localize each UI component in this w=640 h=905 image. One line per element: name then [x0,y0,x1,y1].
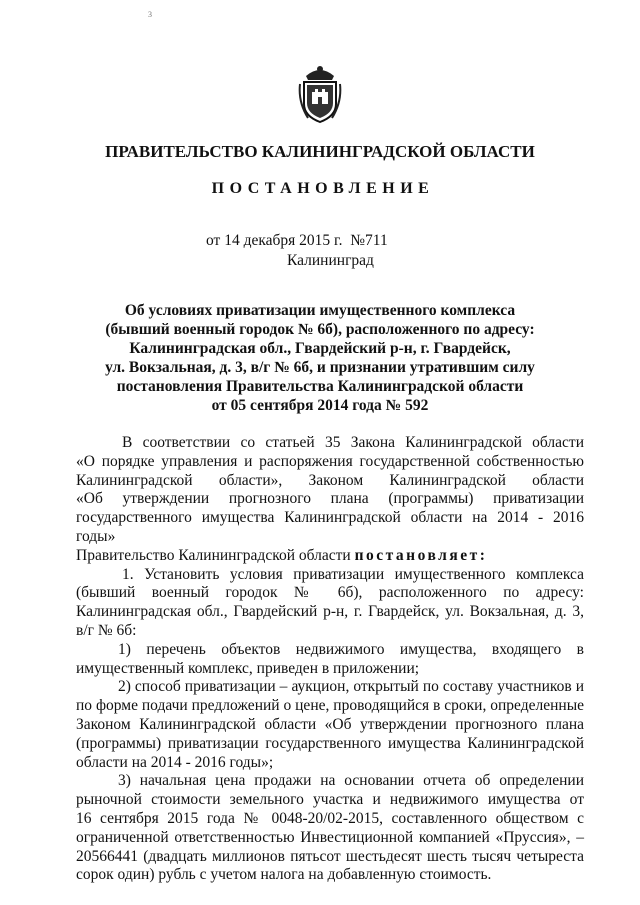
document-type: ПОСТАНОВЛЕНИЕ [211,180,435,197]
decree-line [76,547,584,566]
body-line: рыночной стоимости земельного участка и недвижимого имущества от [76,791,584,809]
decree-word: постановляет: [354,546,488,564]
body-line: в/г № 6б: [76,621,137,639]
body-line: 16 сентября 2015 года № 0048-20/02-2015, составленного обществом с [76,809,584,827]
body-line: государственного имущества Калининградской области на 2014 - 2016 годы» [76,509,584,545]
title-line: Об условиях приватизации имущественного комплекса [124,302,516,319]
body-line: по форме подачи предложений о цене, проводящийся в сроки, определенные [76,697,584,715]
document-city: Калининград [287,252,374,269]
document-date-number: от 14 декабря 2015 г. №711 [206,232,388,249]
government-prefix: Правительство Калининградской области [76,546,355,564]
body-line: В соответствии со статьей 35 Закона Калининградской области [122,434,584,451]
body-line: 1) перечень объектов недвижимого имущества, входящего в [118,640,584,658]
body-line: Законом Калининградской области «Об утверждении прогнозного плана [76,715,584,733]
body-line: (бывший военный городок № 6б), расположенного по адресу: [76,584,584,602]
title-line: (бывший военный городок № 6б), расположенного по адресу: [105,321,535,338]
body-line: имущественный комплекс, приведен в приложении; [76,659,420,677]
title-line: Калининградская обл., Гвардейский р-н, г. Гвардейск, [129,340,511,357]
organization-name: ПРАВИТЕЛЬСТВО КАЛИНИНГРАДСКОЙ ОБЛАСТИ [105,142,535,161]
page-corner-mark: 3 [148,10,152,19]
body-line: (программы) приватизации государственного имущества Калининградской [76,734,584,752]
title-line: постановления Правительства Калининградской области [116,378,524,395]
body-line: области на 2014 - 2016 годы»; [76,753,274,771]
document-body [76,434,584,885]
body-line: 3) начальная цена продажи на основании отчета об определении [118,772,584,790]
body-line: «Об утверждении прогнозного плана (программы) приватизации [76,490,584,508]
body-line: 20566441 (двадцать миллионов пятьсот шестьдесят шесть тысяч четыреста [76,847,584,865]
body-line: Калининградская обл., Гвардейский р-н, г. Гвардейск, ул. Вокзальная, д. 3, [76,603,584,621]
body-line: ограниченной ответственностью Инвестиционной компанией «Пруссия», – [76,828,584,846]
title-line: от 05 сентября 2014 года № 592 [211,397,429,414]
body-line: сорок один) рубль с учетом налога на добавленную стоимость. [76,866,492,884]
coat-of-arms-emblem [298,62,342,124]
body-line: 1. Установить условия приватизации имущественного комплекса [122,565,584,583]
title-line: ул. Вокзальная, д. 3, в/г № 6б, и признании утратившим силу [105,359,535,376]
document-title [90,301,550,415]
body-line: «О порядке управления и распоряжения государственной собственностью [76,452,584,470]
body-line: 2) способ приватизации – аукцион, открытый по составу участников и [118,678,584,696]
body-line: Калининградской области», Законом Калининградской области [76,471,584,489]
